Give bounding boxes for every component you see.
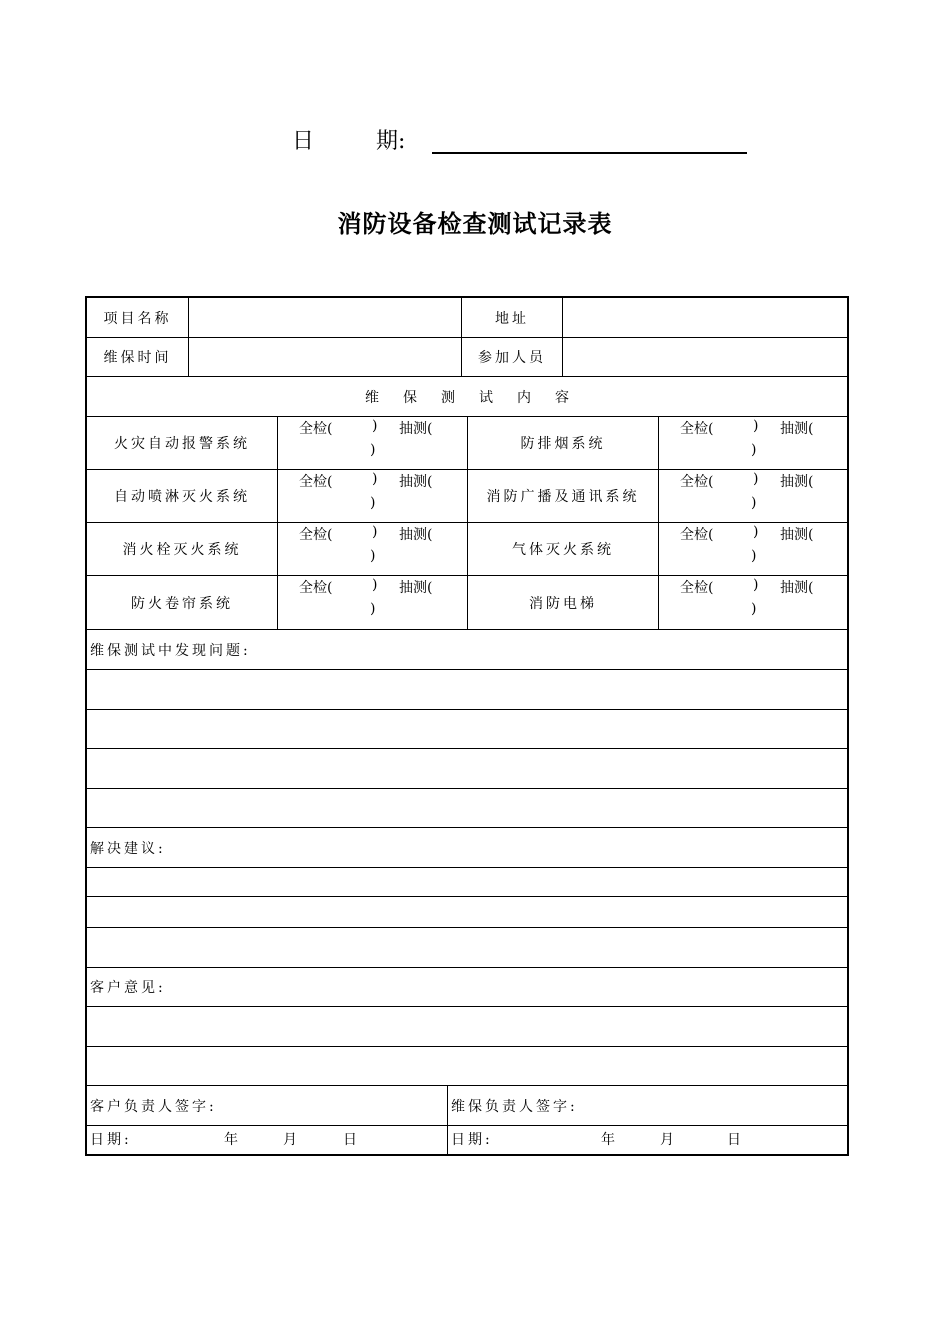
address-field[interactable] — [563, 298, 847, 337]
signature-row — [87, 1086, 847, 1126]
customer-signature-field[interactable]: 客户负责人签字: — [87, 1086, 448, 1125]
project-name-field[interactable] — [189, 298, 462, 337]
customer-opinion-line[interactable] — [87, 1007, 847, 1047]
date-label-ri: 日 — [292, 129, 315, 154]
check-options[interactable] — [659, 470, 847, 522]
sample-check-close: ) — [370, 548, 376, 564]
sample-check-close: ) — [751, 601, 757, 617]
project-name-label: 项目名称 — [87, 298, 189, 337]
problems-line[interactable] — [87, 789, 847, 828]
info-row-1 — [87, 298, 847, 338]
signature-date-row — [87, 1126, 847, 1154]
problems-label-row — [87, 630, 847, 670]
date-label: 日期: — [90, 1132, 132, 1148]
full-check-close: ) — [372, 471, 378, 487]
maint-time-label: 维保时间 — [87, 338, 189, 376]
day-label: 日 — [727, 1132, 744, 1148]
customer-opinion-line[interactable] — [87, 1047, 847, 1086]
full-check-close: ) — [753, 524, 759, 540]
date-label-qi: 期: — [376, 129, 406, 154]
problems-label: 维保测试中发现问题: — [90, 642, 251, 659]
system-label: 自动喷淋灭火系统 — [87, 470, 278, 522]
sample-check-text: 抽测( — [780, 421, 814, 437]
sample-check-text: 抽测( — [780, 527, 814, 543]
customer-date-field[interactable] — [87, 1126, 448, 1154]
info-row-2 — [87, 338, 847, 377]
date-header — [290, 118, 760, 158]
suggestions-line[interactable] — [87, 928, 847, 968]
sample-check-close: ) — [751, 548, 757, 564]
full-check-close: ) — [372, 524, 378, 540]
full-check-text: 全检( — [680, 421, 714, 437]
system-label: 消防广播及通讯系统 — [468, 470, 659, 522]
check-options[interactable] — [278, 417, 468, 469]
participants-field[interactable] — [563, 338, 847, 376]
month-label: 月 — [283, 1132, 300, 1148]
system-label: 防火卷帘系统 — [87, 576, 278, 629]
year-label: 年 — [601, 1132, 618, 1148]
check-options[interactable] — [278, 576, 468, 629]
year-label: 年 — [224, 1132, 241, 1148]
maint-date-field[interactable] — [448, 1126, 847, 1154]
full-check-text: 全检( — [299, 527, 333, 543]
section-header-row — [87, 377, 847, 417]
sample-check-text: 抽测( — [399, 580, 433, 596]
sample-check-text: 抽测( — [780, 580, 814, 596]
full-check-text: 全检( — [680, 474, 714, 490]
full-check-close: ) — [753, 471, 759, 487]
system-label: 火灾自动报警系统 — [87, 417, 278, 469]
sample-check-close: ) — [751, 495, 757, 511]
system-row-4 — [87, 576, 847, 630]
system-label: 防排烟系统 — [468, 417, 659, 469]
full-check-text: 全检( — [299, 421, 333, 437]
maint-time-field[interactable] — [189, 338, 462, 376]
full-check-close: ) — [753, 418, 759, 434]
full-check-text: 全检( — [680, 527, 714, 543]
date-label: 日期: — [451, 1132, 493, 1148]
check-options[interactable] — [659, 523, 847, 575]
system-row-1 — [87, 417, 847, 470]
check-options[interactable] — [278, 523, 468, 575]
full-check-text: 全检( — [299, 580, 333, 596]
month-label: 月 — [660, 1132, 677, 1148]
problems-line[interactable] — [87, 710, 847, 749]
suggestions-line[interactable] — [87, 897, 847, 928]
system-label: 消防电梯 — [468, 576, 659, 629]
full-check-text: 全检( — [299, 474, 333, 490]
suggestions-line[interactable] — [87, 868, 847, 897]
date-underline[interactable] — [432, 152, 747, 154]
sample-check-text: 抽测( — [399, 527, 433, 543]
full-check-text: 全检( — [680, 580, 714, 596]
suggestions-label: 解决建议: — [90, 840, 166, 857]
participants-label: 参加人员 — [462, 338, 563, 376]
problems-line[interactable] — [87, 670, 847, 710]
sample-check-close: ) — [370, 601, 376, 617]
system-row-3 — [87, 523, 847, 576]
sample-check-close: ) — [370, 442, 376, 458]
full-check-close: ) — [372, 418, 378, 434]
sample-check-close: ) — [370, 495, 376, 511]
record-form — [85, 296, 849, 1156]
sample-check-text: 抽测( — [780, 474, 814, 490]
address-label: 地址 — [462, 298, 563, 337]
system-label: 消火栓灭火系统 — [87, 523, 278, 575]
day-label: 日 — [343, 1132, 360, 1148]
full-check-close: ) — [753, 577, 759, 593]
system-row-2 — [87, 470, 847, 523]
system-label: 气体灭火系统 — [468, 523, 659, 575]
page-title: 消防设备检查测试记录表 — [337, 209, 613, 238]
suggestions-label-row — [87, 828, 847, 868]
check-options[interactable] — [659, 417, 847, 469]
check-options[interactable] — [278, 470, 468, 522]
sample-check-text: 抽测( — [399, 474, 433, 490]
sample-check-text: 抽测( — [399, 421, 433, 437]
sample-check-close: ) — [751, 442, 757, 458]
section-header: 维保测试内容 — [365, 389, 593, 406]
full-check-close: ) — [372, 577, 378, 593]
check-options[interactable] — [659, 576, 847, 629]
customer-opinion-label: 客户意见: — [90, 980, 166, 996]
customer-opinion-label-row — [87, 968, 847, 1007]
maint-signature-field[interactable]: 维保负责人签字: — [451, 1098, 578, 1115]
problems-line[interactable] — [87, 749, 847, 789]
